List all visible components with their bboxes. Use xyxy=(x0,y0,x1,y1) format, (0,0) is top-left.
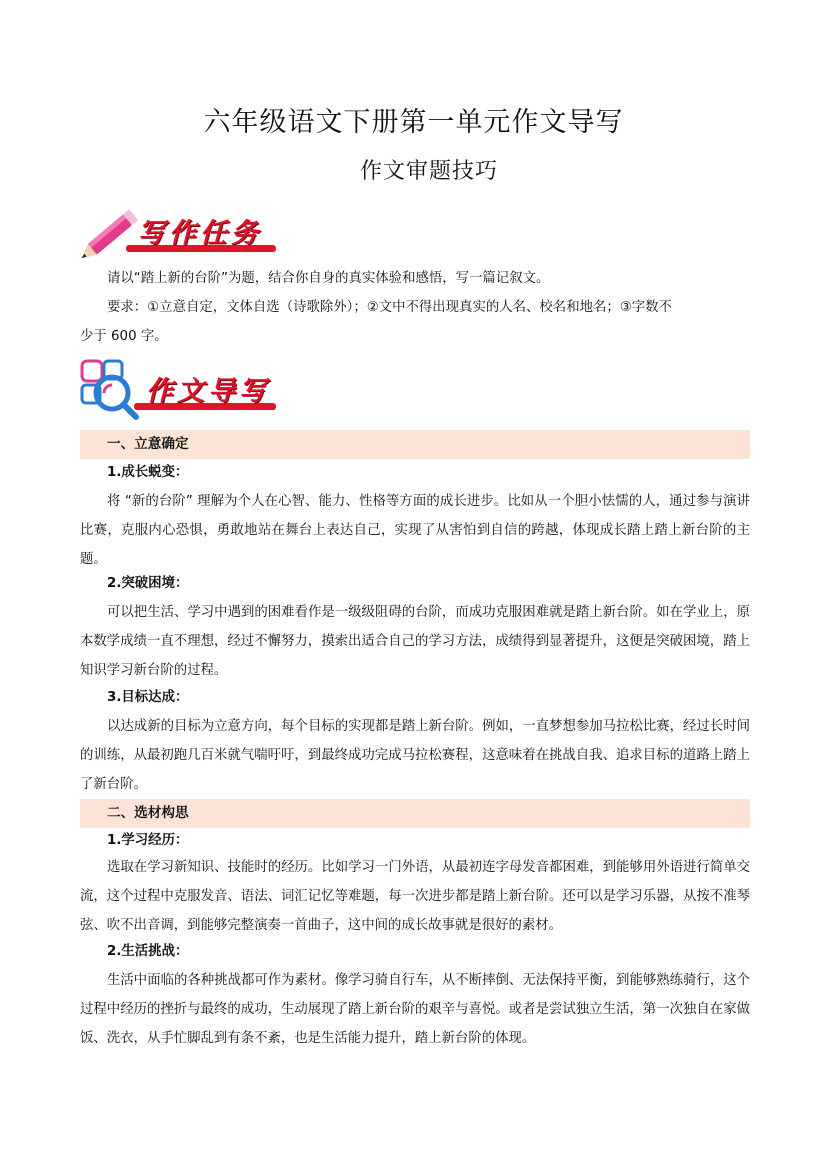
body-paragraph: 以达成新的目标为立意方向，每个目标的实现都是踏上新台阶。例如，一直梦想参加马拉松比赛，经过长时间的训练，从最初跑几百米就气喘吁吁，到最终成功完成马拉松赛程，这意味着在挑战自我、追求目标的道路上踏上了新台阶。 xyxy=(80,719,750,792)
section-heading-bar xyxy=(80,430,750,459)
body-paragraph: 可以把生活、学习中遇到的困难看作是一级级阻碍的台阶，而成功克服困难就是踏上新台阶。如在学业上，原本数学成绩一直不理想，经过不懈努力，摸索出适合自己的学习方法，成绩得到显著提升，这便是突破困境，踏上知识学习新台阶的过程。 xyxy=(80,605,750,678)
task-requirements-line2: 少于 600 字。 xyxy=(80,329,168,344)
section-heading: 二、选材构思 xyxy=(107,805,189,821)
subheading: 1.学习经历： xyxy=(107,833,189,848)
subheading: 2.突破困境： xyxy=(107,576,189,591)
body-paragraph: 生活中面临的各种挑战都可作为素材。像学习骑自行车，从不断摔倒、无法保持平衡，到能够熟练骑行，这个过程中经历的挫折与最终的成功，生动展现了踏上新台阶的艰辛与喜悦。或者是尝试独立生活，第一次独自在家做饭、洗衣，从手忙脚乱到有条不紊，也是生活能力提升，踏上新台阶的体现。 xyxy=(80,973,750,1046)
magnifier-icon xyxy=(78,357,144,421)
section-heading: 一、立意确定 xyxy=(107,436,189,452)
body-paragraph: 将 “新的台阶” 理解为个人在心智、能力、性格等方面的成长进步。比如从一个胆小怯懦的人，通过参与演讲比赛，克服内心恐惧，勇敢地站在舞台上表达自己，实现了从害怕到自信的跨越，体现成长踏上踏上新台阶的主题。 xyxy=(80,494,750,567)
task-requirements-line1: 要求：①立意自定，文体自选（诗歌除外）；②文中不得出现真实的人名、校名和地名；③字数不 xyxy=(107,300,672,315)
writing-task-banner xyxy=(78,203,278,261)
subheading: 3.目标达成： xyxy=(107,690,189,705)
writing-guide-label: 作文导写 xyxy=(146,376,270,407)
writing-guide-banner xyxy=(78,357,278,421)
body-paragraph: 选取在学习新知识、技能时的经历。比如学习一门外语，从最初连字母发音都困难，到能够用外语进行简单交流，这个过程中克服发音、语法、词汇记忆等难题，每一次进步都是踏上新台阶。还可以是学习乐器，从按不准琴弦、吹不出音调，到能够完整演奏一首曲子，这中间的成长故事就是很好的素材。 xyxy=(80,860,750,933)
section-heading-bar xyxy=(80,799,750,828)
task-prompt: 请以“踏上新的台阶”为题，结合你自身的真实体验和感悟，写一篇记叙文。 xyxy=(107,271,550,286)
writing-task-label: 写作任务 xyxy=(138,218,262,249)
page-title: 六年级语文下册第一单元作文导写 xyxy=(203,107,624,138)
subheading: 1.成长蜕变： xyxy=(107,465,189,480)
page-subtitle: 作文审题技巧 xyxy=(360,159,499,184)
subheading: 2.生活挑战： xyxy=(107,944,189,959)
